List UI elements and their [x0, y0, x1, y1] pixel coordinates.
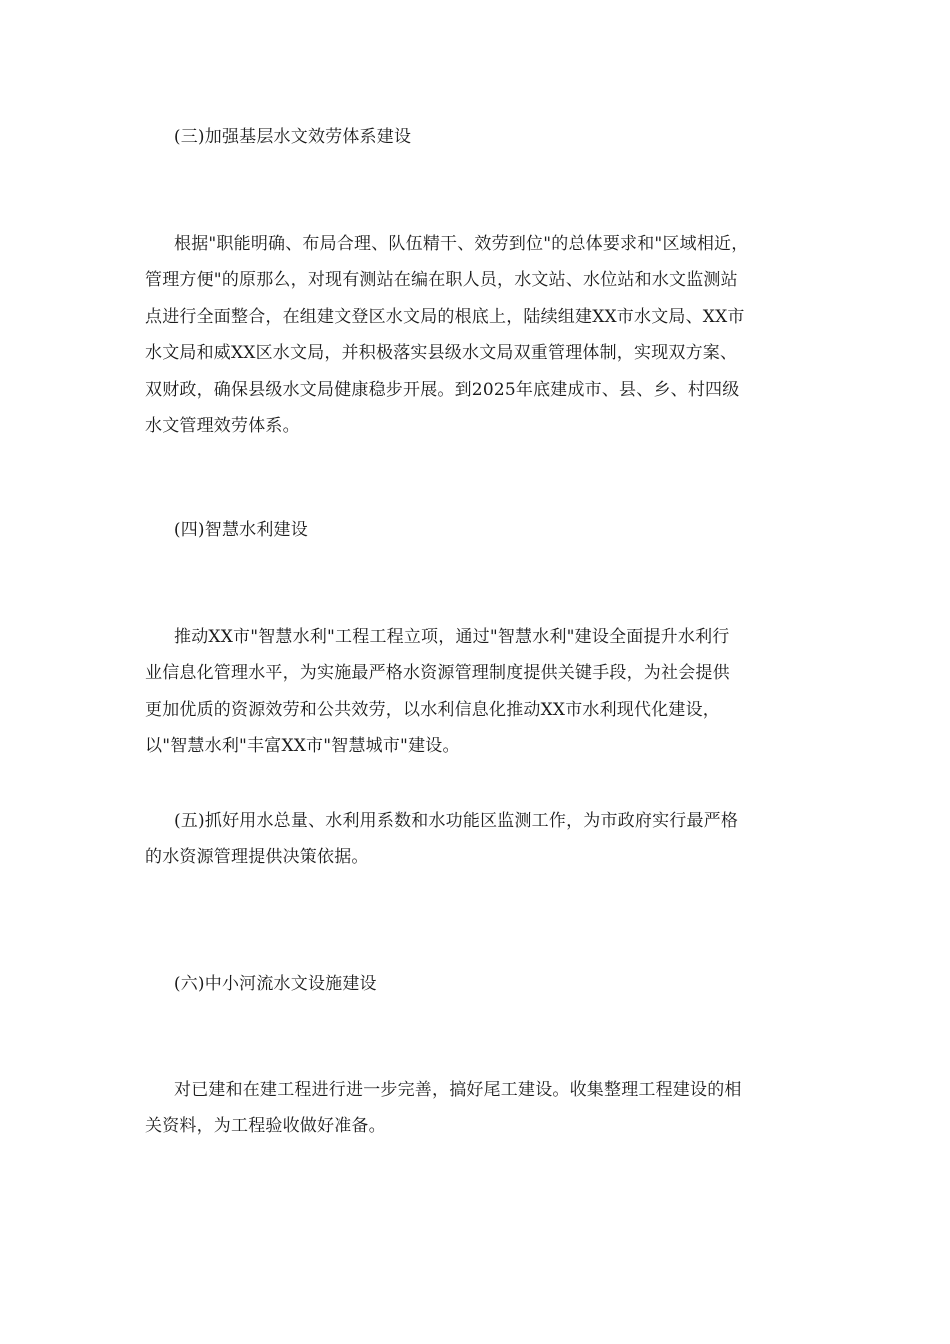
section-4-heading: (四)智慧水利建设 — [173, 520, 308, 540]
text-line: 根据"职能明确、布局合理、队伍精干、效劳到位"的总体要求和"区域相近， — [174, 234, 749, 254]
section-3-heading: (三)加强基层水文效劳体系建设 — [173, 127, 412, 147]
text-line: 业信息化管理水平，为实施最严格水资源管理制度提供关键手段，为社会提供 — [145, 663, 730, 684]
text-line: 对已建和在建工程进行进一步完善，搞好尾工建设。收集整理工程建设的相 — [174, 1080, 742, 1100]
text-line: 以"智慧水利"丰富XX市"智慧城市"建设。 — [145, 736, 460, 757]
section-3-paragraph — [145, 226, 815, 444]
text-line: (五)抓好用水总量、水利用系数和水功能区监测工作，为市政府实行最严格 — [174, 811, 739, 831]
text-line: 更加优质的资源效劳和公共效劳，以水利信息化推动XX市水利现代化建设， — [145, 699, 721, 720]
text-line: 点进行全面整合，在组建文登区水文局的根底上，陆续组建XX市水文局、XX市 — [145, 306, 745, 327]
text-line: 的水资源管理提供决策依据。 — [145, 847, 369, 868]
section-4-paragraph — [145, 619, 815, 765]
text-line: 关资料，为工程验收做好准备。 — [145, 1116, 386, 1137]
text-line: 推动XX市"智慧水利"工程工程立项，通过"智慧水利"建设全面提升水利行 — [174, 627, 730, 647]
section-6-paragraph — [145, 1072, 815, 1145]
section-5-paragraph — [145, 803, 815, 876]
section-6-heading: (六)中小河流水文设施建设 — [173, 974, 377, 994]
text-line: 水文管理效劳体系。 — [145, 416, 300, 437]
text-line: 双财政，确保县级水文局健康稳步开展。到2025年底建成市、县、乡、村四级 — [145, 379, 740, 400]
text-line: 水文局和威XX区水文局，并积极落实县级水文局双重管理体制，实现双方案、 — [145, 343, 738, 364]
text-line: 管理方便"的原那么，对现有测站在编在职人员，水文站、水位站和水文监测站 — [145, 270, 738, 291]
